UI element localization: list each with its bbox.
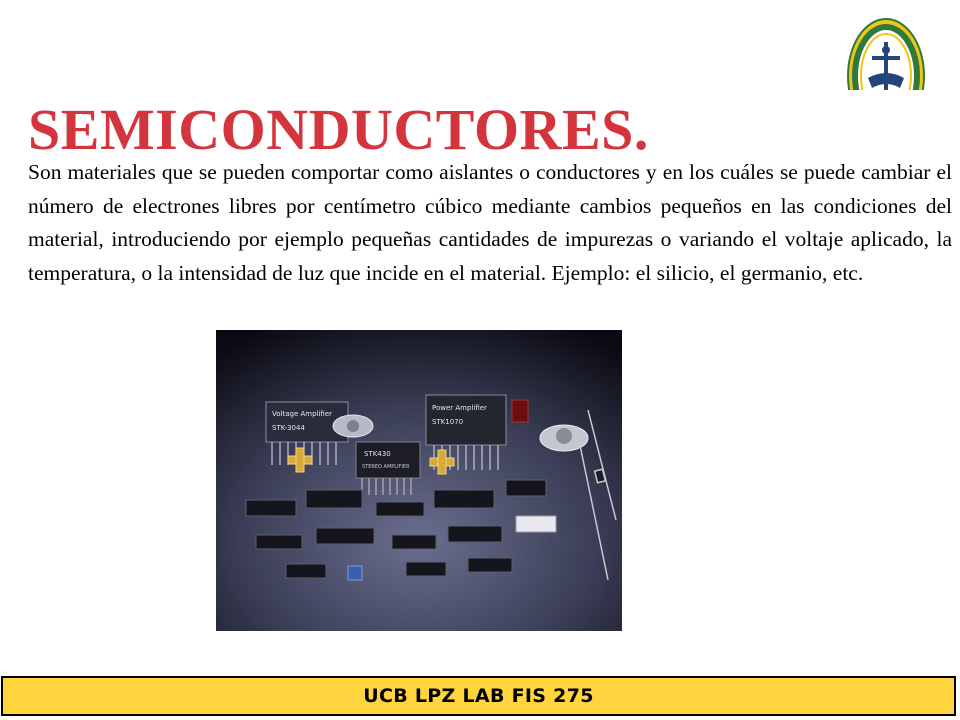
svg-text:STK430: STK430 — [364, 450, 391, 458]
power-amp-label: Power Amplifier — [432, 404, 487, 412]
svg-text:STK-3044: STK-3044 — [272, 424, 305, 432]
footer-bar — [1, 676, 956, 716]
components-illustration — [216, 330, 622, 631]
svg-text:STEREO AMPLIFIER: STEREO AMPLIFIER — [362, 464, 410, 470]
footer-label: UCB LPZ LAB FIS 275 — [363, 685, 594, 707]
semiconductor-components-photo — [216, 330, 622, 631]
slide-title: SEMICONDUCTORES. — [28, 97, 649, 162]
svg-text:STK1070: STK1070 — [432, 418, 464, 426]
slide-paragraph: Son materiales que se pueden comportar como aislantes o conductores y en los cuáles se puede cambiar el número de electrones libres por centímetro cúbico mediante cambios pequeños en las condiciones del material, introduciendo por ejemplo pequeñas cantidades de impurezas o variando el voltaje aplicado, la temperatura, o la intensidad de luz que incide en el material. Ejemplo: el silicio, el germanio, etc. — [28, 160, 952, 285]
university-logo — [846, 16, 926, 90]
university-seal-icon — [846, 16, 926, 90]
led-display — [512, 400, 528, 422]
voltage-amp-label: Voltage Amplifier — [272, 410, 333, 418]
